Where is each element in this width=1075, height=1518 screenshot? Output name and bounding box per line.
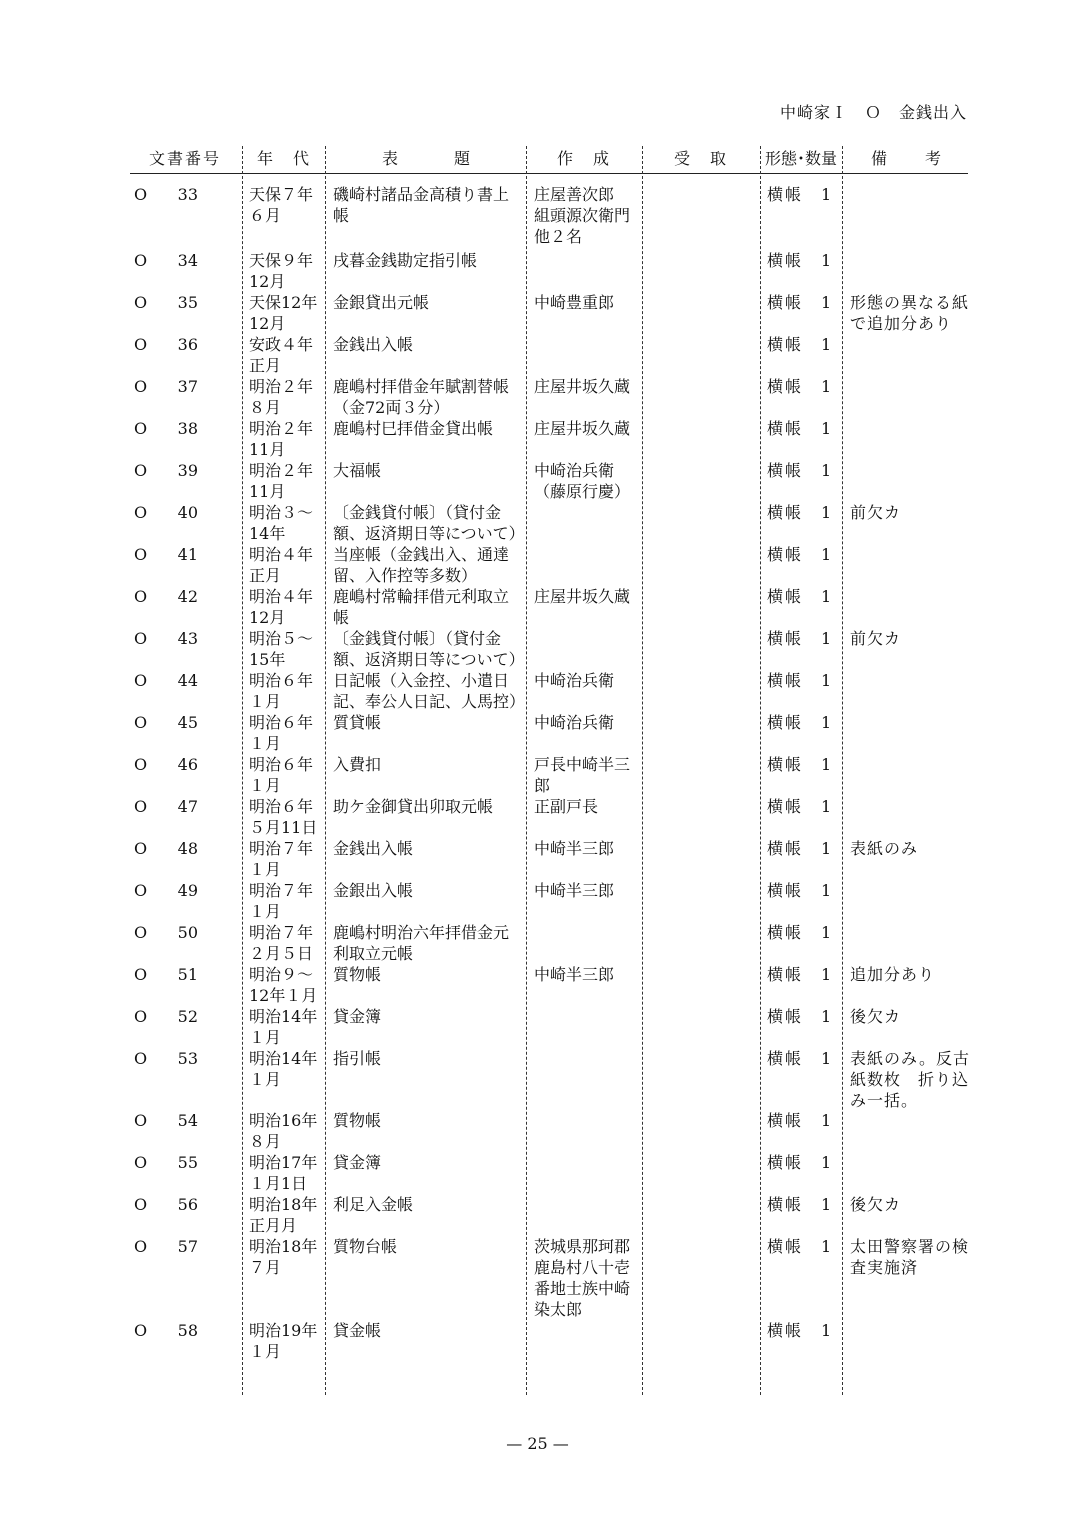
date-cell: 天保９年 12月 [249,251,314,291]
author-cell: 庄屋井坂久蔵 [534,419,631,438]
doc-prefix: O [134,1237,148,1256]
title-cell: 戌暮金銭勘定指引帳 [333,251,478,270]
document-table [130,140,968,1395]
title-cell: 鹿嶋村巳拝借金貸出帳 [333,419,494,438]
remarks-cell: 太田警察署の検 査実施済 [850,1237,970,1277]
title-cell: 鹿嶋村拝借金年賦割替帳 （金72両３分） [333,377,510,417]
title-cell: 助ケ金御貸出卯取元帳 [333,797,494,816]
date-cell: 明治６年 １月 [249,671,314,711]
doc-number: 44 [177,671,198,690]
doc-prefix: O [134,797,148,816]
author-cell: 正副戸長 [534,797,599,816]
title-cell: 質貸帳 [333,713,382,732]
page-number: — 25 — [506,1434,569,1453]
doc-number: 53 [177,1049,198,1068]
title-cell: 質物帳 [333,1111,382,1130]
form-quantity-cell: 横帳 1 [767,797,834,816]
title-cell: 大福帳 [333,461,382,480]
doc-prefix: O [134,881,148,900]
doc-prefix: O [134,923,148,942]
doc-prefix: O [134,965,148,984]
form-quantity-cell: 横帳 1 [767,965,834,984]
doc-number: 54 [177,1111,198,1130]
form-quantity-cell: 横帳 1 [767,1153,834,1172]
form-quantity-cell: 横帳 1 [767,587,834,606]
remarks-cell: 前欠カ [850,503,902,522]
title-cell: 利足入金帳 [333,1195,414,1214]
col-header-recipient: 受 取 [673,149,728,168]
doc-number: 50 [177,923,198,942]
form-quantity-cell: 横帳 1 [767,713,834,732]
date-cell: 明治４年 正月 [249,545,314,585]
doc-number: 42 [177,587,198,606]
doc-prefix: O [134,755,148,774]
author-cell: 庄屋井坂久蔵 [534,587,631,606]
col-header-author: 作 成 [556,149,611,168]
form-quantity-cell: 横帳 1 [767,839,834,858]
doc-prefix: O [134,1153,148,1172]
form-quantity-cell: 横帳 1 [767,923,834,942]
date-cell: 明治５～ 15年 [249,629,314,669]
remarks-cell: 後欠カ [850,1007,902,1026]
form-quantity-cell: 横帳 1 [767,755,834,774]
form-quantity-cell: 横帳 1 [767,293,834,312]
title-cell: 入費扣 [333,755,382,774]
column-divider [242,146,243,1395]
title-cell: 質物帳 [333,965,382,984]
form-quantity-cell: 横帳 1 [767,377,834,396]
form-quantity-cell: 横帳 1 [767,503,834,522]
date-cell: 明治２年 11月 [249,419,314,459]
doc-prefix: O [134,629,148,648]
doc-number: 40 [177,503,198,522]
remarks-cell: 形態の異なる紙 で追加分あり [850,293,970,333]
doc-prefix: O [134,293,148,312]
title-cell: 磯崎村諸品金高積り書上 帳 [333,185,510,225]
doc-prefix: O [134,671,148,690]
date-cell: 明治６年 ５月11日 [249,797,318,837]
form-quantity-cell: 横帳 1 [767,671,834,690]
remarks-cell: 前欠カ [850,629,902,648]
doc-number: 52 [177,1007,198,1026]
doc-prefix: O [134,335,148,354]
title-cell: 金銭出入帳 [333,839,414,858]
form-quantity-cell: 横帳 1 [767,335,834,354]
doc-prefix: O [134,1007,148,1026]
doc-number: 33 [177,185,198,204]
form-quantity-cell: 横帳 1 [767,1237,834,1256]
col-header-date: 年 代 [256,149,311,168]
date-cell: 明治６年 １月 [249,755,314,795]
author-cell: 庄屋井坂久蔵 [534,377,631,396]
author-cell: 中崎治兵衛 （藤原行慶） [534,461,631,501]
doc-number: 55 [177,1153,198,1172]
author-cell: 庄屋善次郎 組頭源次衛門 他２名 [534,185,631,246]
form-quantity-cell: 横帳 1 [767,1007,834,1026]
doc-number: 38 [177,419,198,438]
form-quantity-cell: 横帳 1 [767,545,834,564]
form-quantity-cell: 横帳 1 [767,419,834,438]
doc-number: 37 [177,377,198,396]
doc-prefix: O [134,1049,148,1068]
doc-prefix: O [134,419,148,438]
doc-number: 39 [177,461,198,480]
date-cell: 明治18年 正月月 [249,1195,318,1235]
date-cell: 安政４年 正月 [249,335,314,375]
remarks-cell: 表紙のみ [850,839,919,858]
date-cell: 天保７年 ６月 [249,185,314,225]
col-header-doc-number: 文書番号 [148,149,221,168]
date-cell: 明治９～ 12年１月 [249,965,318,1005]
doc-prefix: O [134,1111,148,1130]
doc-number: 51 [177,965,198,984]
title-cell: 貸金簿 [333,1153,382,1172]
page-header: 中崎家Ｉ Ｏ 金銭出入 [779,103,967,122]
date-cell: 明治２年 ８月 [249,377,314,417]
title-cell: 金銭出入帳 [333,335,414,354]
doc-number: 35 [177,293,198,312]
date-cell: 明治14年 １月 [249,1049,318,1089]
author-cell: 中崎半三郎 [534,881,615,900]
col-header-title: 表 題 [381,149,472,168]
title-cell: 金銀貸出元帳 [333,293,430,312]
doc-prefix: O [134,185,148,204]
title-cell: 〔金銭貸付帳〕（貸付金 額、返済期日等について） [333,629,525,669]
form-quantity-cell: 横帳 1 [767,1195,834,1214]
date-cell: 明治17年 １月1日 [249,1153,318,1193]
col-header-remarks: 備 考 [870,149,943,168]
doc-number: 57 [177,1237,198,1256]
remarks-cell: 追加分あり [850,965,936,984]
doc-number: 41 [177,545,198,564]
doc-prefix: O [134,461,148,480]
date-cell: 明治６年 １月 [249,713,314,753]
remarks-cell: 表紙のみ。反古 紙数枚 折り込 み一括。 [850,1049,970,1110]
date-cell: 明治２年 11月 [249,461,314,501]
doc-number: 56 [177,1195,198,1214]
form-quantity-cell: 横帳 1 [767,185,834,204]
doc-number: 58 [177,1321,198,1340]
date-cell: 明治７年 ２月５日 [249,923,314,963]
doc-prefix: O [134,587,148,606]
date-cell: 明治16年 ８月 [249,1111,318,1151]
form-quantity-cell: 横帳 1 [767,1111,834,1130]
doc-prefix: O [134,839,148,858]
author-cell: 茨城県那珂郡 鹿島村八十壱 番地士族中崎 染太郎 [534,1237,631,1319]
title-cell: 指引帳 [333,1049,382,1068]
title-cell: 鹿嶋村常輪拝借元利取立 帳 [333,587,510,627]
doc-number: 45 [177,713,198,732]
title-cell: 当座帳（金銭出入、通達 留、入作控等多数） [333,545,510,585]
title-cell: 金銀出入帳 [333,881,414,900]
form-quantity-cell: 横帳 1 [767,629,834,648]
title-cell: 〔金銭貸付帳〕（貸付金 額、返済期日等について） [333,503,525,543]
form-quantity-cell: 横帳 1 [767,461,834,480]
col-header-form-quantity: 形態･数量 [764,149,837,168]
date-cell: 明治19年 １月 [249,1321,318,1361]
remarks-cell: 後欠カ [850,1195,902,1214]
title-cell: 日記帳（入金控、小遣日 記、奉公人日記、人馬控） [333,671,526,711]
column-divider [526,146,527,1395]
doc-number: 36 [177,335,198,354]
title-cell: 鹿嶋村明治六年拝借金元 利取立元帳 [333,923,510,963]
doc-number: 47 [177,797,198,816]
doc-prefix: O [134,1321,148,1340]
doc-prefix: O [134,503,148,522]
doc-number: 48 [177,839,198,858]
date-cell: 明治７年 １月 [249,839,314,879]
doc-prefix: O [134,1195,148,1214]
author-cell: 戸長中崎半三 郎 [534,755,631,795]
doc-number: 46 [177,755,198,774]
column-divider [760,146,761,1395]
form-quantity-cell: 横帳 1 [767,881,834,900]
date-cell: 明治７年 １月 [249,881,314,921]
author-cell: 中崎半三郎 [534,965,615,984]
form-quantity-cell: 横帳 1 [767,1321,834,1340]
author-cell: 中崎治兵衛 [534,671,615,690]
doc-prefix: O [134,377,148,396]
doc-prefix: O [134,251,148,270]
title-cell: 質物台帳 [333,1237,398,1256]
date-cell: 明治４年 12月 [249,587,314,627]
title-cell: 貸金帳 [333,1321,382,1340]
date-cell: 明治14年 １月 [249,1007,318,1047]
column-divider [842,146,843,1395]
column-divider [325,146,326,1395]
author-cell: 中崎豊重郎 [534,293,615,312]
doc-prefix: O [134,545,148,564]
doc-number: 43 [177,629,198,648]
doc-number: 49 [177,881,198,900]
title-cell: 貸金簿 [333,1007,382,1026]
column-divider [642,146,643,1395]
doc-prefix: O [134,713,148,732]
form-quantity-cell: 横帳 1 [767,1049,834,1068]
doc-number: 34 [177,251,198,270]
date-cell: 明治３～ 14年 [249,503,314,543]
author-cell: 中崎治兵衛 [534,713,615,732]
author-cell: 中崎半三郎 [534,839,615,858]
form-quantity-cell: 横帳 1 [767,251,834,270]
date-cell: 明治18年 ７月 [249,1237,318,1277]
date-cell: 天保12年 12月 [249,293,318,333]
